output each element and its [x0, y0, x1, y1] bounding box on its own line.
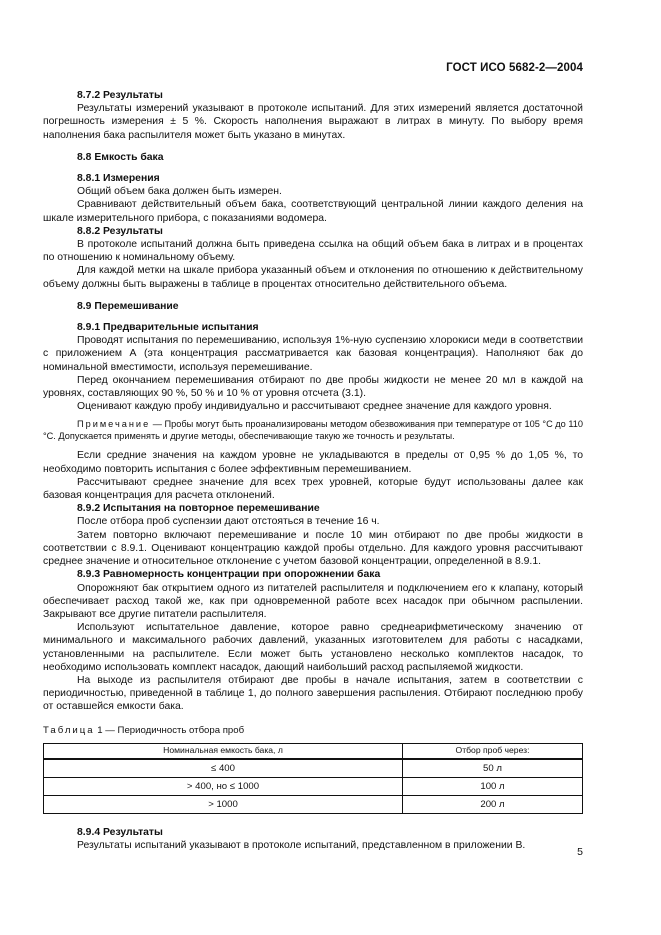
cell-capacity: > 1000 — [44, 795, 403, 813]
table-caption-label: Таблица — [43, 724, 95, 736]
paragraph: Перед окончанием перемешивания отбирают по две пробы жидкости не менее 20 мл в каждой на уровнях, составляющих 90 %, 50 % и 10 % от уровня отсчета (3.1). — [43, 374, 583, 400]
section-8-9-heading: 8.9 Перемешивание — [77, 300, 179, 312]
cell-interval: 100 л — [403, 777, 583, 795]
section-8-9-4-heading: 8.9.4 Результаты — [77, 826, 163, 838]
paragraph: Рассчитывают среднее значение для всех трех уровней, которые будут использованы далее как базовая концентрация для расчета отклонений. — [43, 476, 583, 502]
paragraph: В протоколе испытаний должна быть приведена ссылка на общий объем бака в литрах и в процентах по отношению к номинальному объему. — [43, 239, 583, 264]
column-header-capacity: Номинальная емкость бака, л — [44, 743, 403, 759]
table-caption-text: 1 — Периодичность отбора проб — [94, 724, 245, 736]
table-row — [44, 759, 583, 778]
section-8-8-1-heading: 8.8.1 Измерения — [77, 173, 160, 185]
section-8-8-2-heading: 8.8.2 Результаты — [77, 225, 163, 237]
paragraph: Результаты измерений указывают в протоколе испытаний. Для этих измерений является достаточной погрешность измерения ± 5 %. Скорость наполнения выражают в литрах в минуту. По выбору время наполнения бака распылителя может быть указано в минутах. — [43, 103, 583, 141]
column-header-interval: Отбор проб через: — [403, 743, 583, 759]
section-8-9-3-heading: 8.9.3 Равномерность концентрации при опорожнении бака — [77, 569, 381, 581]
page-number: 5 — [577, 846, 583, 858]
paragraph: На выходе из распылителя отбирают две пробы в начале испытания, затем в соответствии с периодичностью, приведенной в таблице 1, до полного завершения распыления. Отбирают последнюю пробу от оставшейся емкости бака. — [43, 674, 583, 713]
sampling-frequency-table — [43, 743, 583, 814]
paragraph: Проводят испытания по перемешиванию, используя 1%-ную суспензию хлорокиси меди в соответствии с приложением А (эта концентрация рассматривается как базовая концентрация). Наполняют бак до номинальной вместимости, используя перемешивание. — [43, 335, 583, 373]
paragraph: Опорожняют бак открытием одного из питателей распылителя и подключением его к клапану, который обеспечивает расход такой же, как при одновременной работе всех насадок при обычном распылении. Закрывают все другие питатели распылителя. — [43, 582, 583, 620]
note-label: Примечание — [77, 419, 151, 430]
paragraph: Если средние значения на каждом уровне не укладываются в пределы от 0,95 % до 1,05 %, то необходимо повторить испытания с более эффективным перемешиванием. — [43, 450, 583, 475]
paragraph: Сравнивают действительный объем бака, соответствующий центральной линии каждого деления на шкале измерительного прибора, с показаниями водомера. — [43, 199, 583, 224]
section-8-7-2-heading: 8.7.2 Результаты — [77, 90, 163, 101]
table-header-row — [44, 743, 583, 759]
paragraph: Общий объем бака должен быть измерен. — [77, 186, 282, 198]
cell-capacity: > 400, но ≤ 1000 — [44, 777, 403, 795]
note-text: — Пробы могут быть проанализированы методом обезвоживания при температуре от 105 °С до 110 °С. Допускается применять и другие методы, обеспечивающие такую же точность и результаты. — [43, 419, 583, 442]
paragraph: Для каждой метки на шкале прибора указанный объем и отклонения по отношению к действительному объему должны быть выражены в таблице в процентах относительно действительного объема. — [43, 265, 583, 290]
paragraph: Используют испытательное давление, которое равно среднеарифметическому значению от минимального и максимального рабочих давлений, указанных изготовителем для работы с насадками, установленными на распылителе. Если может быть установлено несколько комплектов насадок, то необходимо использовать комплект насадок, дающий наибольший расход распыляемой жидкости. — [43, 622, 583, 673]
cell-interval: 50 л — [403, 759, 583, 778]
paragraph: После отбора проб суспензии дают отстояться в течение 16 ч. — [77, 516, 380, 528]
document-body — [43, 89, 583, 852]
document-header: ГОСТ ИСО 5682-2—2004 — [446, 62, 583, 74]
table-caption — [43, 724, 583, 737]
table-row — [44, 777, 583, 795]
table-row — [44, 795, 583, 813]
section-8-9-1-heading: 8.9.1 Предварительные испытания — [77, 322, 259, 334]
paragraph: Оценивают каждую пробу индивидуально и рассчитывают среднее значение для каждого уровня. — [77, 401, 552, 413]
section-8-8-heading: 8.8 Емкость бака — [77, 151, 164, 163]
paragraph: Результаты испытаний указывают в протоколе испытаний, представленном в приложении В. — [77, 839, 526, 851]
cell-interval: 200 л — [403, 795, 583, 813]
cell-capacity: ≤ 400 — [44, 759, 403, 778]
note — [43, 418, 583, 442]
paragraph: Затем повторно включают перемешивание и после 10 мин отбирают по две пробы жидкости в соответствии с 8.9.1. Оценивают концентрацию каждой пробы отдельно. Для каждого уровня рассчитывают среднее значение и относительное отклонение с учетом базовой концентрации, определенной в 8.9.1. — [43, 529, 583, 568]
section-8-9-2-heading: 8.9.2 Испытания на повторное перемешивание — [77, 503, 320, 515]
